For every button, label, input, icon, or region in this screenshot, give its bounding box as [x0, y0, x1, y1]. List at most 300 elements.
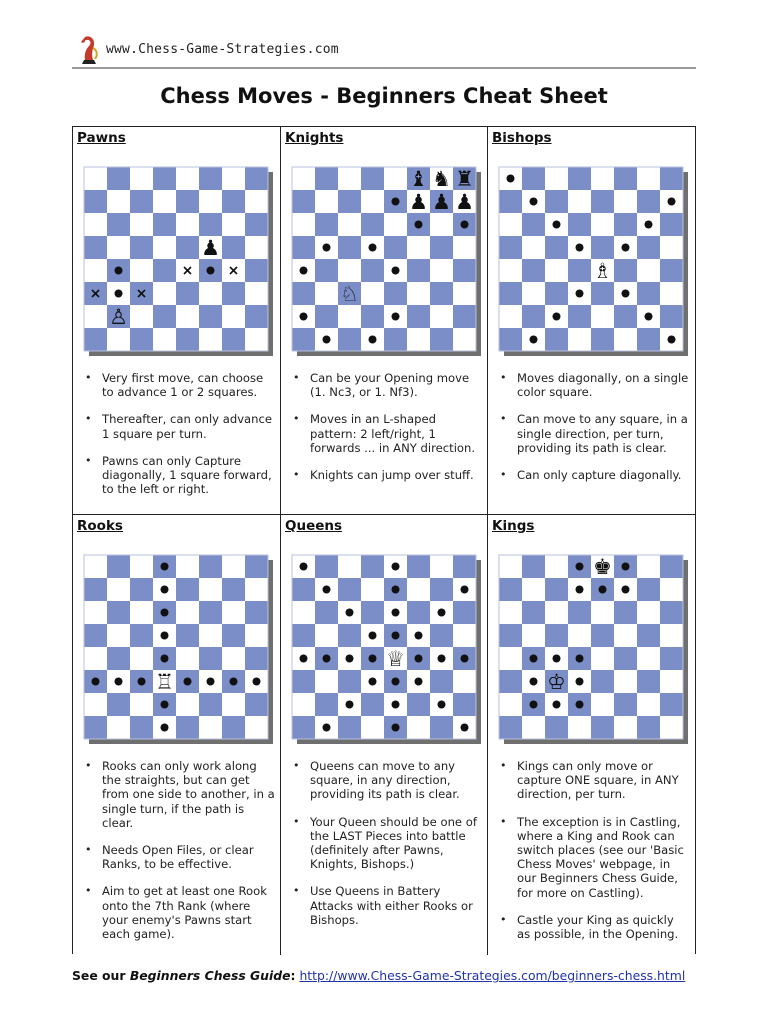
- chess-board: [495, 551, 687, 739]
- move-dot: [161, 701, 169, 709]
- move-dot: [461, 221, 469, 229]
- chess-board: [495, 163, 687, 351]
- light-square: [384, 167, 407, 190]
- page-title: Chess Moves - Beginners Cheat Sheet: [160, 84, 608, 108]
- dark-square: [84, 578, 107, 601]
- dark-square: [292, 328, 315, 351]
- move-dot: [392, 632, 400, 640]
- light-square: [107, 190, 130, 213]
- move-dot: [392, 198, 400, 206]
- light-square: [591, 213, 614, 236]
- dark-square: [338, 328, 361, 351]
- light-square: [545, 167, 568, 190]
- note-item: • Very first move, can choose to advance 1 or 2 squares.: [79, 371, 275, 399]
- move-dot: [415, 221, 423, 229]
- section-notes: [287, 759, 483, 940]
- light-square: [292, 213, 315, 236]
- light-square: [499, 555, 522, 578]
- note-item: • Rooks can only work along the straights, but can get from one side to another, in a single turn, if the path is clear.: [79, 759, 275, 830]
- dark-square: [499, 716, 522, 739]
- move-dot: [323, 336, 331, 344]
- dark-square: [407, 601, 430, 624]
- board-svg: [80, 551, 277, 748]
- light-square: [568, 624, 591, 647]
- move-dot: [346, 655, 354, 663]
- dark-square: [292, 190, 315, 213]
- light-square: [568, 716, 591, 739]
- dark-square: [338, 624, 361, 647]
- dark-square: [430, 624, 453, 647]
- section-notes: [79, 371, 275, 509]
- note-item: • Can only capture diagonally.: [494, 468, 690, 482]
- light-square: [245, 190, 268, 213]
- light-square: [84, 305, 107, 328]
- dark-square: [453, 305, 476, 328]
- light-square: [199, 716, 222, 739]
- light-square: [315, 282, 338, 305]
- dark-square: [292, 716, 315, 739]
- move-dot: [622, 244, 630, 252]
- light-square: [660, 716, 683, 739]
- note-item: • Kings can only move or capture ONE square, in ANY direction, per turn.: [494, 759, 690, 802]
- light-square: [660, 624, 683, 647]
- move-dot: [553, 221, 561, 229]
- move-dot: [553, 701, 561, 709]
- dark-square: [176, 328, 199, 351]
- dark-square: [614, 167, 637, 190]
- dark-square: [84, 624, 107, 647]
- light-square: [107, 578, 130, 601]
- light-square: [660, 670, 683, 693]
- dark-square: [637, 190, 660, 213]
- move-dot: [323, 655, 331, 663]
- move-dot: [668, 336, 676, 344]
- note-item: • Moves in an L-shaped pattern: 2 left/right, 1 forwards ... in ANY direction.: [287, 412, 483, 455]
- dark-square: [338, 190, 361, 213]
- light-square: [199, 624, 222, 647]
- dark-square: [545, 282, 568, 305]
- light-square: [637, 167, 660, 190]
- light-square: [637, 259, 660, 282]
- section-notes: [79, 759, 275, 954]
- note-item: • Needs Open Files, or clear Ranks, to be effective.: [79, 843, 275, 871]
- light-square: [522, 624, 545, 647]
- light-square: [499, 647, 522, 670]
- move-dot: [576, 563, 584, 571]
- dark-square: [361, 167, 384, 190]
- light-square: [453, 670, 476, 693]
- section-bishops: [487, 127, 695, 514]
- dark-square: [499, 328, 522, 351]
- move-dot: [161, 655, 169, 663]
- dark-square: [453, 601, 476, 624]
- dark-square: [614, 259, 637, 282]
- section-notes: [494, 759, 690, 954]
- dark-square: [292, 236, 315, 259]
- light-square: [499, 259, 522, 282]
- dark-square: [315, 601, 338, 624]
- dark-square: [222, 624, 245, 647]
- light-square: [499, 693, 522, 716]
- light-square: [614, 716, 637, 739]
- dark-square: [292, 670, 315, 693]
- black-king-icon: ♚: [593, 555, 612, 579]
- dark-square: [430, 578, 453, 601]
- dark-square: [199, 213, 222, 236]
- dark-square: [407, 305, 430, 328]
- move-dot: [438, 609, 446, 617]
- move-dot: [323, 244, 331, 252]
- light-square: [199, 578, 222, 601]
- move-dot: [392, 724, 400, 732]
- note-item: • Knights can jump over stuff.: [287, 468, 483, 482]
- light-square: [222, 213, 245, 236]
- light-square: [614, 190, 637, 213]
- light-square: [130, 693, 153, 716]
- dark-square: [361, 259, 384, 282]
- light-square: [384, 213, 407, 236]
- move-dot: [161, 609, 169, 617]
- move-dot: [300, 313, 308, 321]
- note-item: • Can be your Opening move (1. Nc3, or 1. Nf3).: [287, 371, 483, 399]
- section-pawns: [73, 127, 281, 514]
- section-title: Rooks: [77, 518, 123, 534]
- light-square: [84, 259, 107, 282]
- move-dot: [392, 313, 400, 321]
- dark-square: [292, 624, 315, 647]
- dark-square: [176, 282, 199, 305]
- dark-square: [245, 213, 268, 236]
- dark-square: [222, 282, 245, 305]
- dark-square: [245, 305, 268, 328]
- dark-square: [522, 213, 545, 236]
- light-square: [292, 601, 315, 624]
- dark-square: [522, 601, 545, 624]
- dark-square: [130, 190, 153, 213]
- move-dot: [207, 678, 215, 686]
- light-square: [614, 624, 637, 647]
- dark-square: [338, 578, 361, 601]
- white-knight-icon: ♘: [340, 282, 359, 306]
- dark-square: [453, 693, 476, 716]
- light-square: [153, 236, 176, 259]
- dark-square: [176, 236, 199, 259]
- dark-square: [292, 282, 315, 305]
- dark-square: [176, 624, 199, 647]
- dark-square: [245, 601, 268, 624]
- light-square: [199, 328, 222, 351]
- dark-square: [430, 716, 453, 739]
- dark-square: [361, 305, 384, 328]
- section-title: Kings: [492, 518, 535, 534]
- light-square: [338, 305, 361, 328]
- dark-square: [637, 328, 660, 351]
- dark-square: [499, 624, 522, 647]
- light-square: [84, 167, 107, 190]
- site-header: [76, 34, 696, 70]
- dark-square: [407, 693, 430, 716]
- move-dot: [576, 290, 584, 298]
- light-square: [453, 282, 476, 305]
- light-square: [222, 693, 245, 716]
- dark-square: [499, 282, 522, 305]
- dark-square: [430, 282, 453, 305]
- dark-square: [614, 647, 637, 670]
- light-square: [84, 555, 107, 578]
- dark-square: [315, 213, 338, 236]
- move-dot: [553, 655, 561, 663]
- dark-square: [199, 555, 222, 578]
- dark-square: [245, 555, 268, 578]
- dark-square: [660, 167, 683, 190]
- move-dot: [530, 198, 538, 206]
- light-square: [430, 259, 453, 282]
- light-square: [199, 190, 222, 213]
- header-divider: [72, 67, 696, 69]
- light-square: [637, 555, 660, 578]
- dark-square: [315, 555, 338, 578]
- dark-square: [522, 555, 545, 578]
- light-square: [338, 555, 361, 578]
- light-square: [130, 305, 153, 328]
- move-dot: [346, 701, 354, 709]
- black-pawn-icon: ♟: [432, 190, 451, 214]
- light-square: [430, 305, 453, 328]
- move-dot: [207, 267, 215, 275]
- dark-square: [614, 601, 637, 624]
- dark-square: [153, 167, 176, 190]
- light-square: [107, 624, 130, 647]
- move-dot: [369, 632, 377, 640]
- white-queen-icon: ♕: [386, 647, 405, 671]
- section-title: Queens: [285, 518, 343, 534]
- light-square: [130, 167, 153, 190]
- move-dot: [668, 198, 676, 206]
- light-square: [591, 647, 614, 670]
- light-square: [522, 578, 545, 601]
- note-item: • Castle your King as quickly as possible, in the Opening.: [494, 913, 690, 941]
- dark-square: [222, 716, 245, 739]
- dark-square: [315, 167, 338, 190]
- board-svg: [495, 551, 692, 748]
- move-dot: [622, 563, 630, 571]
- dark-square: [361, 693, 384, 716]
- footer-colon: :: [290, 968, 296, 983]
- black-rook-icon: ♜: [455, 167, 474, 191]
- dark-square: [153, 259, 176, 282]
- move-dot: [92, 678, 100, 686]
- light-square: [245, 578, 268, 601]
- light-square: [499, 601, 522, 624]
- black-knight-icon: ♞: [432, 167, 451, 191]
- light-square: [407, 716, 430, 739]
- light-square: [591, 167, 614, 190]
- move-dot: [115, 267, 123, 275]
- move-dot: [300, 267, 308, 275]
- light-square: [153, 328, 176, 351]
- note-item: • Can move to any square, in a single direction, per turn, providing its path is clear.: [494, 412, 690, 455]
- section-rooks: [73, 514, 281, 955]
- move-dot: [369, 655, 377, 663]
- light-square: [338, 213, 361, 236]
- dark-square: [407, 555, 430, 578]
- chess-board: [288, 551, 480, 739]
- move-dot: [392, 267, 400, 275]
- dark-square: [637, 578, 660, 601]
- dark-square: [637, 716, 660, 739]
- white-bishop-icon: ♗: [593, 259, 612, 283]
- dark-square: [545, 716, 568, 739]
- dark-square: [591, 624, 614, 647]
- dark-square: [660, 555, 683, 578]
- section-notes: [494, 371, 690, 495]
- move-dot: [138, 678, 146, 686]
- dark-square: [522, 305, 545, 328]
- move-dot: [392, 563, 400, 571]
- light-square: [176, 305, 199, 328]
- light-square: [338, 167, 361, 190]
- light-square: [245, 236, 268, 259]
- dark-square: [614, 693, 637, 716]
- dark-square: [84, 236, 107, 259]
- light-square: [568, 328, 591, 351]
- dark-square: [222, 328, 245, 351]
- light-square: [568, 190, 591, 213]
- light-square: [107, 716, 130, 739]
- note-item: • Thereafter, can only advance 1 square per turn.: [79, 412, 275, 440]
- dark-square: [430, 328, 453, 351]
- footer: [72, 968, 696, 983]
- move-dot: [645, 313, 653, 321]
- section-kings: [487, 514, 695, 955]
- move-dot: [645, 221, 653, 229]
- light-square: [660, 578, 683, 601]
- light-square: [430, 555, 453, 578]
- light-square: [361, 578, 384, 601]
- light-square: [245, 328, 268, 351]
- move-dot: [161, 563, 169, 571]
- move-dot: [392, 586, 400, 594]
- light-square: [107, 236, 130, 259]
- black-pawn-icon: ♟: [201, 236, 220, 260]
- dark-square: [338, 236, 361, 259]
- section-title: Knights: [285, 130, 344, 146]
- footer-guide-name: Beginners Chess Guide: [129, 968, 291, 983]
- light-square: [407, 282, 430, 305]
- dark-square: [453, 555, 476, 578]
- dark-square: [338, 716, 361, 739]
- dark-square: [637, 282, 660, 305]
- dark-square: [614, 305, 637, 328]
- light-square: [222, 601, 245, 624]
- light-square: [176, 213, 199, 236]
- dark-square: [591, 190, 614, 213]
- dark-square: [176, 716, 199, 739]
- dark-square: [222, 190, 245, 213]
- light-square: [153, 282, 176, 305]
- light-square: [637, 647, 660, 670]
- dark-square: [568, 213, 591, 236]
- light-square: [176, 647, 199, 670]
- light-square: [84, 213, 107, 236]
- board-svg: [288, 163, 485, 360]
- move-dot: [392, 678, 400, 686]
- dark-square: [199, 693, 222, 716]
- dark-square: [660, 213, 683, 236]
- light-square: [176, 693, 199, 716]
- light-square: [292, 167, 315, 190]
- dark-square: [591, 716, 614, 739]
- dark-square: [499, 578, 522, 601]
- dark-square: [176, 578, 199, 601]
- dark-square: [361, 555, 384, 578]
- dark-square: [568, 259, 591, 282]
- dark-square: [222, 578, 245, 601]
- dark-square: [430, 236, 453, 259]
- move-dot: [576, 244, 584, 252]
- move-dot: [230, 678, 238, 686]
- note-item: • Use Queens in Battery Attacks with either Rooks or Bishops.: [287, 884, 483, 927]
- dark-square: [568, 601, 591, 624]
- dark-square: [130, 624, 153, 647]
- dark-square: [545, 236, 568, 259]
- light-square: [453, 236, 476, 259]
- move-dot: [323, 724, 331, 732]
- light-square: [591, 305, 614, 328]
- dark-square: [153, 305, 176, 328]
- footer-guide-link[interactable]: http://www.Chess-Game-Strategies.com/beginners-chess.html: [299, 968, 686, 983]
- move-dot: [599, 586, 607, 594]
- light-square: [84, 647, 107, 670]
- move-dot: [576, 701, 584, 709]
- light-square: [245, 716, 268, 739]
- light-square: [545, 259, 568, 282]
- light-square: [522, 282, 545, 305]
- dark-square: [130, 716, 153, 739]
- footer-prefix: See our: [72, 968, 130, 983]
- light-square: [545, 555, 568, 578]
- dark-square: [338, 670, 361, 693]
- note-item: • Moves diagonally, on a single color square.: [494, 371, 690, 399]
- dark-square: [384, 282, 407, 305]
- dark-square: [245, 693, 268, 716]
- site-url[interactable]: www.Chess-Game-Strategies.com: [106, 42, 339, 57]
- dark-square: [107, 555, 130, 578]
- chess-board: [80, 163, 272, 351]
- section-title: Bishops: [492, 130, 552, 146]
- dark-square: [176, 190, 199, 213]
- move-dot: [576, 655, 584, 663]
- move-dot: [392, 701, 400, 709]
- light-square: [222, 305, 245, 328]
- light-square: [614, 670, 637, 693]
- dark-square: [199, 601, 222, 624]
- light-square: [499, 305, 522, 328]
- dark-square: [522, 259, 545, 282]
- dark-square: [107, 647, 130, 670]
- dark-square: [637, 670, 660, 693]
- light-square: [660, 282, 683, 305]
- section-knights: [280, 127, 488, 514]
- dark-square: [499, 670, 522, 693]
- dark-square: [591, 328, 614, 351]
- move-dot: [461, 586, 469, 594]
- light-square: [176, 555, 199, 578]
- note-item: • Queens can move to any square, in any direction, providing its path is clear.: [287, 759, 483, 802]
- light-square: [453, 328, 476, 351]
- light-square: [499, 213, 522, 236]
- dark-square: [107, 601, 130, 624]
